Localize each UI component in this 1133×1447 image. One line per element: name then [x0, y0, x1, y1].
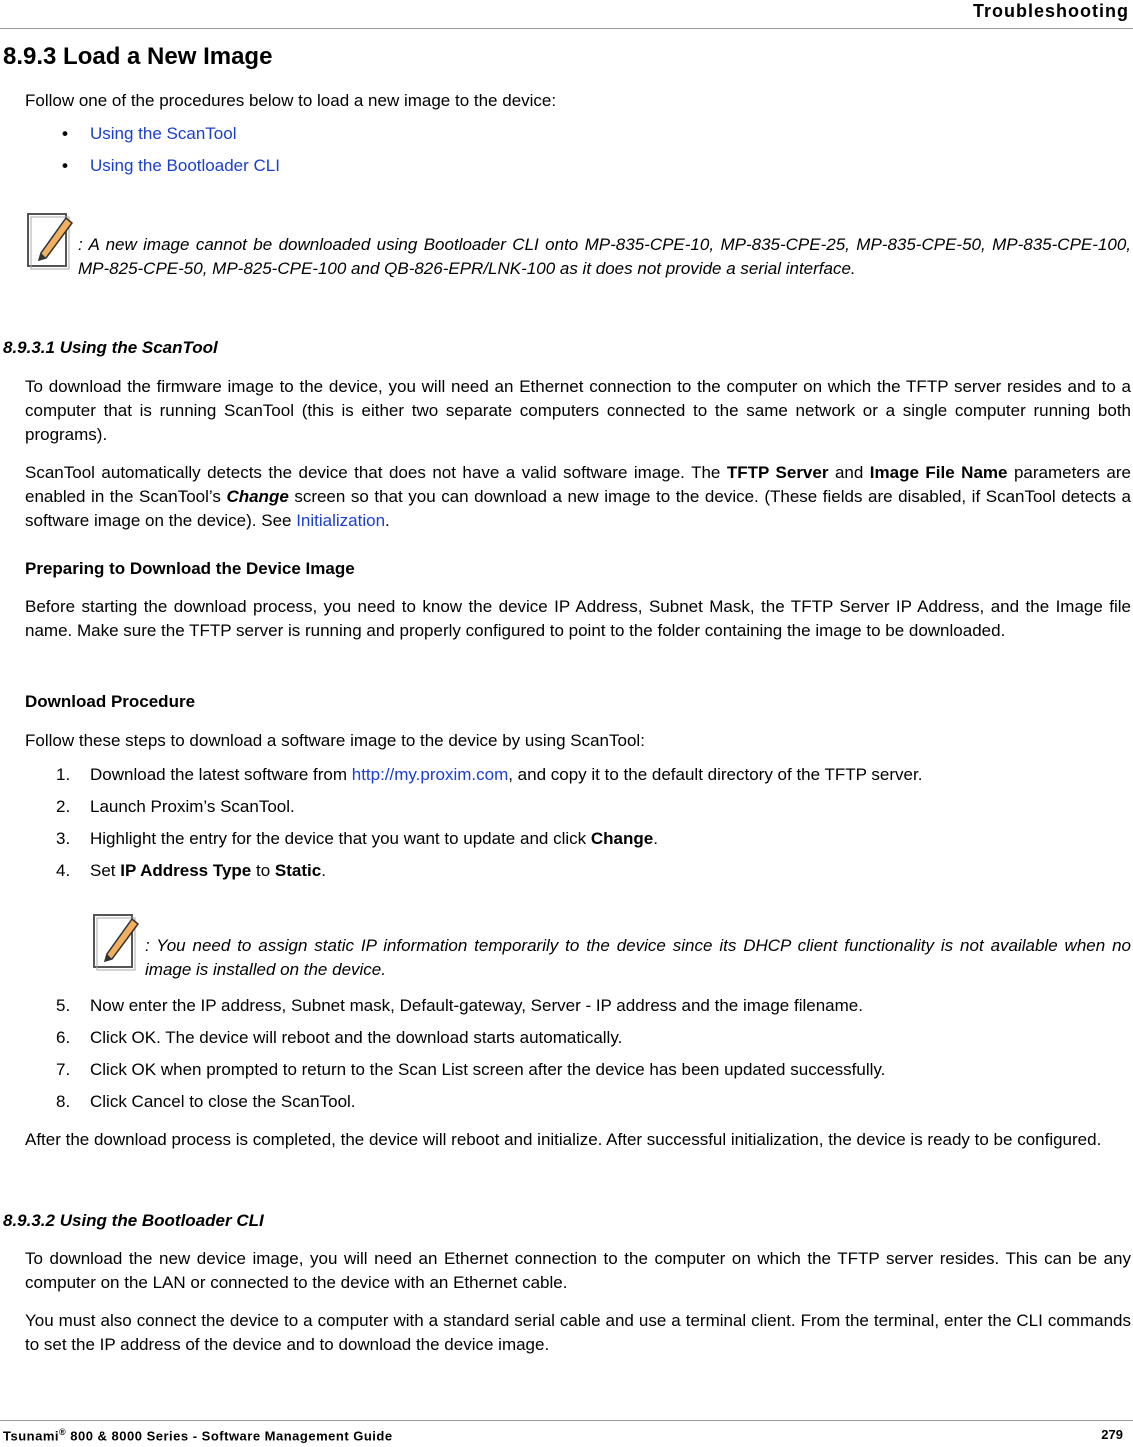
bullet-link-scantool[interactable] — [62, 122, 236, 146]
note-static-ip: : You need to assign static IP information temporarily to the device since its DHCP client functionality is not available when no image is installed on the device. — [145, 936, 1131, 979]
link-proxim[interactable]: http://my.proxim.com — [351, 765, 509, 784]
step-1: 1. Download the latest software from http://my.proxim.com, and copy it to the default directory of the TFTP server. — [56, 765, 923, 784]
link-initialization[interactable]: Initialization — [296, 511, 386, 530]
step-3: 3. Highlight the entry for the device that you want to update and click Change. — [56, 829, 658, 848]
bullet-icon: • — [62, 124, 68, 143]
step-7: 7. Click OK when prompted to return to the Scan List screen after the device has been updated successfully. — [56, 1060, 886, 1079]
step-6: 6. Click OK. The device will reboot and the download starts automatically. — [56, 1028, 623, 1047]
note-pencil-icon — [92, 913, 140, 971]
bullet-icon: • — [62, 156, 68, 175]
after-download-text: After the download process is completed, the device will reboot and initialize. After successful initialization, the device is ready to be configured. — [25, 1130, 1102, 1149]
procedure-heading: Download Procedure — [25, 692, 196, 711]
step-4: 4. Set IP Address Type to Static. — [56, 861, 326, 880]
intro-text: Follow one of the procedures below to load a new image to the device: — [25, 91, 557, 110]
link-scantool[interactable]: Using the ScanTool — [90, 124, 237, 143]
image-file-name-term: Image File Name — [869, 463, 1008, 482]
bullet-link-bootloader[interactable] — [62, 154, 280, 178]
subsection-title-scantool: 8.9.3.1 Using the ScanTool — [3, 338, 218, 357]
bootloader-para-2: You must also connect the device to a computer with a standard serial cable and use a terminal client. From the terminal, enter the CLI commands to set the IP address of the device and to download the device image. — [25, 1311, 1131, 1354]
note-pencil-icon — [26, 212, 74, 270]
step-8: 8. Click Cancel to close the ScanTool. — [56, 1092, 356, 1111]
footer-title: Tsunami® 800 & 8000 Series - Software Management Guide — [3, 1427, 393, 1444]
note-serial-interface: : A new image cannot be downloaded using Bootloader CLI onto MP-835-CPE-10, MP-835-CPE-25, MP-835-CPE-50, MP-835-CPE-100, MP-825-CPE-50, MP-825-CPE-100 and QB-826-EPR/LNK-100 as it does not provide a serial interface. — [78, 235, 1131, 278]
tftp-server-term: TFTP Server — [726, 463, 829, 482]
subsection-title-bootloader: 8.9.3.2 Using the Bootloader CLI — [3, 1211, 264, 1230]
step-5: 5. Now enter the IP address, Subnet mask, Default-gateway, Server - IP address and the image filename. — [56, 996, 863, 1015]
running-header: Troubleshooting — [973, 1, 1129, 21]
prep-heading: Preparing to Download the Device Image — [25, 559, 355, 578]
bootloader-para-1: To download the new device image, you will need an Ethernet connection to the computer on which the TFTP server resides. This can be any computer on the LAN or connected to the device with an Ethernet cable. — [25, 1249, 1131, 1292]
prep-text: Before starting the download process, you need to know the device IP Address, Subnet Mask, the TFTP Server IP Address, and the Image file name. Make sure the TFTP server is running and properly configured to point to the folder containing the image to be downloaded. — [25, 597, 1131, 640]
footer-rule — [0, 1420, 1133, 1421]
scantool-para-2: ScanTool automatically detects the device that does not have a valid software image. The TFTP Server and Image File Name parameters are enabled in the ScanTool’s Change screen so that you can download a new image to the device. (These fields are disabled, if ScanTool detects a software image on the device). See Initialization. — [25, 463, 1131, 530]
header-rule — [0, 28, 1133, 29]
link-bootloader[interactable]: Using the Bootloader CLI — [90, 156, 280, 175]
procedure-intro: Follow these steps to download a software image to the device by using ScanTool: — [25, 731, 645, 750]
step-2: 2. Launch Proxim’s ScanTool. — [56, 797, 295, 816]
scantool-para-1: To download the firmware image to the device, you will need an Ethernet connection to the computer on which the TFTP server resides and to a computer that is running ScanTool (this is either two separate computers connected to the same network or a single computer running both programs). — [25, 377, 1131, 444]
page-number: 279 — [1101, 1427, 1123, 1442]
change-term: Change — [226, 487, 289, 506]
section-title: 8.9.3 Load a New Image — [3, 43, 273, 70]
